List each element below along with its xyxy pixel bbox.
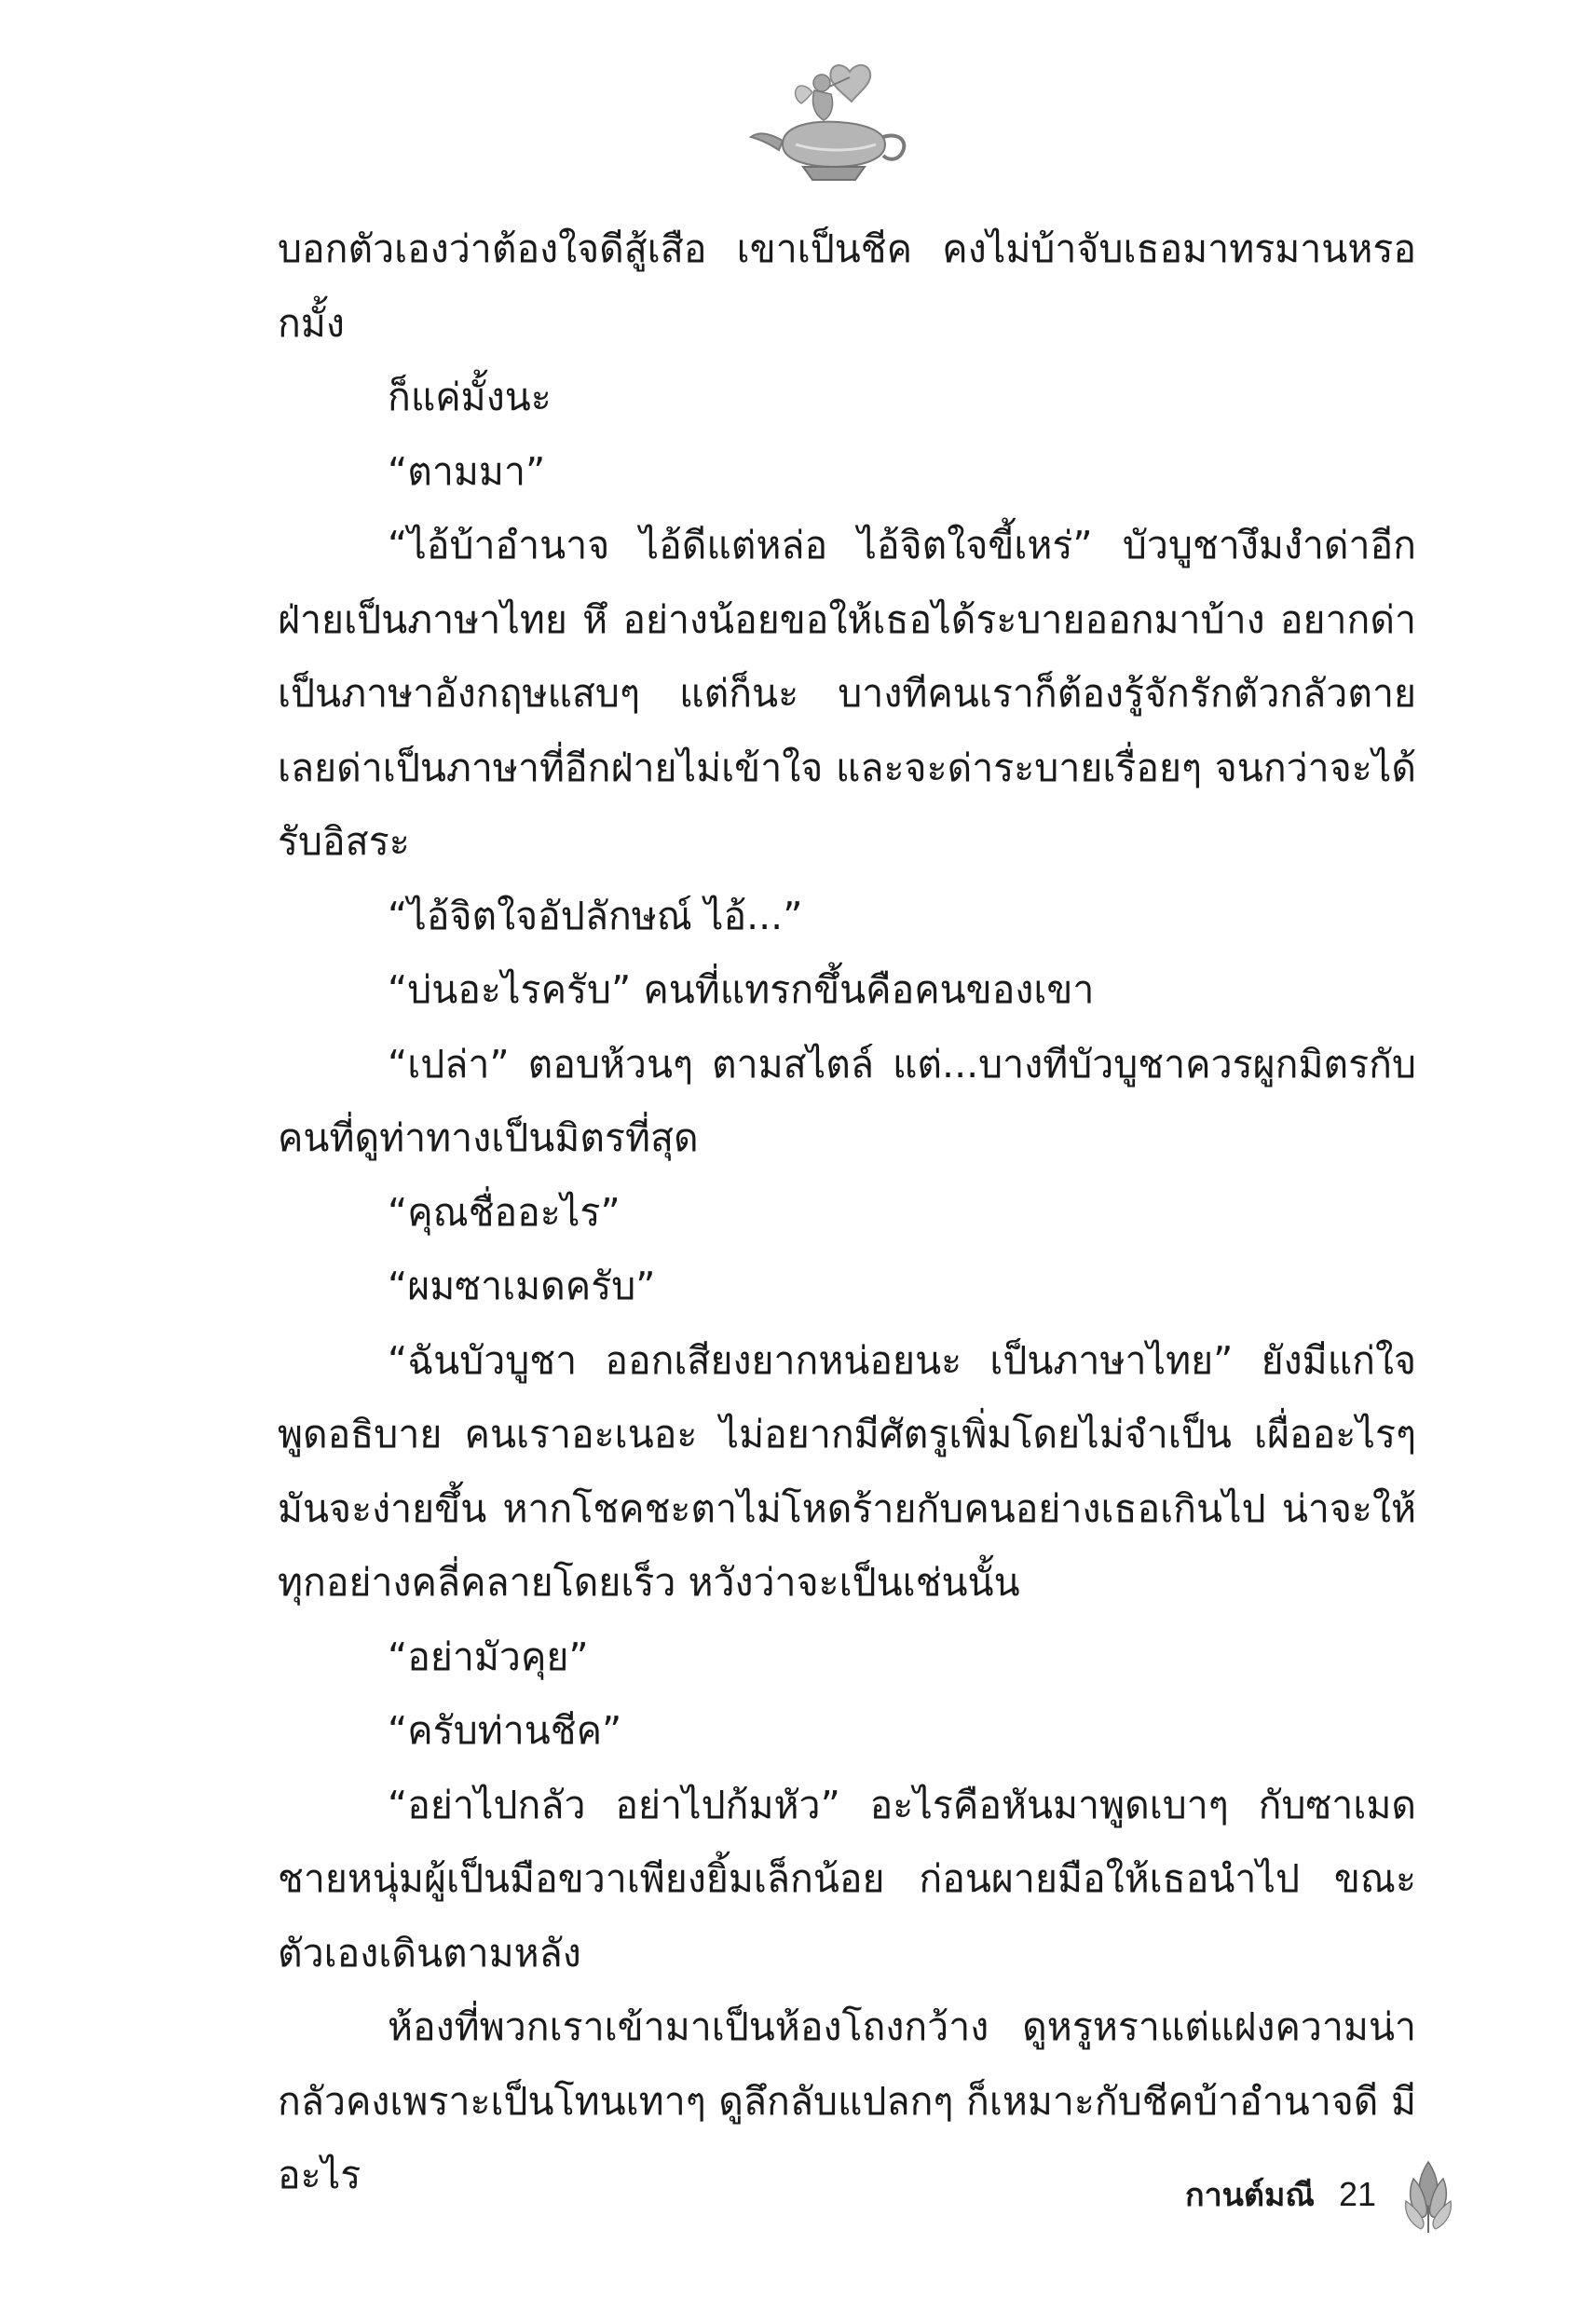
paragraph: “ตามมา” bbox=[388, 448, 546, 494]
paragraph: “อย่ามัวคุย” bbox=[388, 1634, 589, 1679]
paragraph: “เปล่า” ตอบห้วนๆ ตามสไตล์ แต่...บางทีบัวบูชาควรผูกมิตรกับคนที่ดูท่าทางเป็นมิตรที่สุด bbox=[278, 1041, 1416, 1160]
paragraph: “ฉันบัวบูชา ออกเสียงยากหน่อยนะ เป็นภาษาไทย” ยังมีแก่ใจพูดอธิบาย คนเราอะเนอะ ไม่อยากมีศัตรูเพิ่มโดยไม่จำเป็น เผื่ออะไรๆ มันจะง่ายขึ้น หากโชคชะตาไม่โหดร้ายกับคนอย่างเธอเกินไป น่าจะให้ทุกอย่างคลี่คลายโดยเร็ว หวังว่าจะเป็นเช่นนั้น bbox=[278, 1337, 1416, 1605]
paragraph: “ไอ้บ้าอำนาจ ไอ้ดีแต่หล่อ ไอ้จิตใจขี้เหร่” บัวบูชางึมงำด่าอีกฝ่ายเป็นภาษาไทย หึ อย่างน้อยขอให้เธอได้ระบายออกมาบ้าง อยากด่าเป็นภาษาอังกฤษแสบๆ แต่ก็นะ บางทีคนเราก็ต้องรู้จักรักตัวกลัวตายเลยด่าเป็นภาษาที่อีกฝ่ายไม่เข้าใจ และจะด่าระบายเรื่อยๆ จนกว่าจะได้รับอิสระ bbox=[278, 523, 1416, 864]
paragraph: “ไอ้จิตใจอัปลักษณ์ ไอ้...” bbox=[388, 893, 803, 938]
leaf-ornament-icon bbox=[1400, 2154, 1456, 2235]
teapot-with-cupid-icon bbox=[745, 51, 913, 191]
book-title: กานต์มณี bbox=[1184, 2177, 1315, 2214]
paragraph: “ครับท่านชีค” bbox=[388, 1708, 622, 1753]
page-number: 21 bbox=[1338, 2175, 1376, 2213]
paragraph: บอกตัวเองว่าต้องใจดีสู้เสือ เขาเป็นชีค คงไม่บ้าจับเธอมาทรมานหรอกมั้ง bbox=[278, 226, 1416, 346]
page-footer bbox=[1185, 2153, 1456, 2236]
paragraph: “คุณชื่ออะไร” bbox=[388, 1189, 621, 1235]
story-text bbox=[278, 212, 1416, 2213]
paragraph: “อย่าไปกลัว อย่าไปก้มหัว” อะไรคือหันมาพูดเบาๆ กับซาเมดชายหนุ่มผู้เป็นมือขวาเพียงยิ้มเล็กน้อย ก่อนผายมือให้เธอนำไป ขณะตัวเองเดินตามหลัง bbox=[278, 1782, 1416, 1976]
paragraph: “ผมซาเมดครับ” bbox=[388, 1264, 656, 1308]
paragraph: “บ่นอะไรครับ” คนที่แทรกขึ้นคือคนของเขา bbox=[388, 967, 1095, 1012]
paragraph: ก็แค่มั้งนะ bbox=[388, 375, 552, 419]
paragraph: ห้องที่พวกเราเข้ามาเป็นห้องโถงกว้าง ดูหรูหราแต่แฝงความน่ากลัวคงเพราะเป็นโทนเทาๆ ดูลึกลับแปลกๆ ก็เหมาะกับชีคบ้าอำนาจดี มีอะไร bbox=[278, 2004, 1416, 2197]
